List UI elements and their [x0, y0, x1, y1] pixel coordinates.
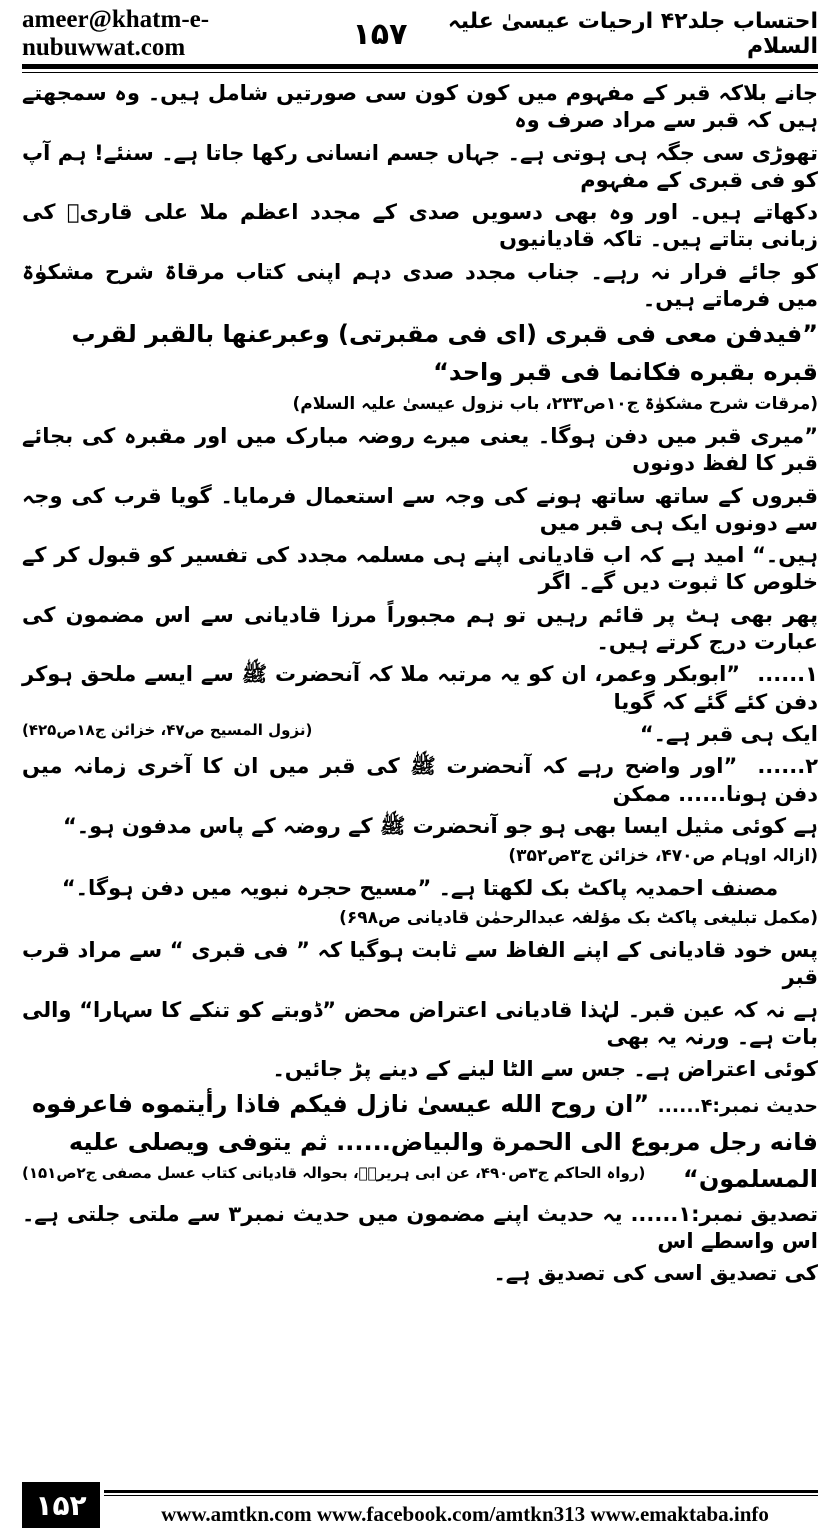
footer-page-number: ۱۵۲ [22, 1482, 100, 1528]
footer-rule-thin [104, 1495, 818, 1496]
item-number: ۲...... [757, 754, 819, 779]
header-rule-thick [22, 64, 818, 69]
tasdiq-text: یہ حدیث اپنے مضمون میں حدیث نمبر۳ سے ملتی جلتی ہے۔ اس واسطے اس [22, 1201, 818, 1253]
page-header [22, 6, 818, 61]
hadith-line: فانه رجل مربوع الی الحمرة والبیاض...... ثم یتوفی ویصلی علیه [68, 1127, 818, 1156]
header-page-number: ۱۵۷ [352, 16, 408, 52]
body-line: کی تصدیق اسی کی تصدیق ہے۔ [493, 1261, 818, 1286]
quote-item-2 [22, 753, 818, 808]
item-number: ۱...... [757, 662, 818, 687]
tasdiq-line [22, 1201, 818, 1256]
header-book-title: احتساب جلد۴۲ ارحیات عیسیٰ علیہ السلام [447, 9, 818, 59]
body-line: دکھاتے ہیں۔ اور وہ بھی دسویں صدی کے مجدد اعظم ملا علی قاریؒ کی زبانی بتاتے ہیں۔ تاکہ قادیانیوں [22, 200, 818, 252]
body-line: ہیں۔“ امید ہے کہ اب قادیانی اپنے ہی مسلمہ مجدد کی تفسیر کو قبول کر کے خلوص کا ثبوت دیں گے۔ اگر [22, 543, 818, 595]
page-body [22, 80, 818, 1293]
body-line: جانے بلاکہ قبر کے مفہوم میں کون کون سی صورتیں شامل ہیں۔ وہ سمجھتے ہیں کہ قبر سے مراد صرف وہ [22, 81, 818, 133]
item-text: ایک ہی قبر ہے۔“ [639, 721, 818, 746]
quote-item-1 [22, 661, 818, 716]
header-rule-thin [22, 72, 818, 73]
body-line: پس خود قادیانی کے اپنے الفاظ سے ثابت ہوگیا کہ ” فی قبری “ سے مراد قرب قبر [22, 938, 818, 990]
body-line: کو جائے فرار نہ رہے۔ جناب مجدد صدی دہم اپنی کتاب مرقاۃ شرح مشکوٰۃ میں فرماتے ہیں۔ [22, 259, 818, 312]
hadith-line [22, 1088, 818, 1120]
body-line: ”میری قبر میں دفن ہوگا۔ یعنی میرے روضہ مبارک میں اور مقبرہ کی بجائے قبر کا لفظ دونوں [22, 423, 818, 476]
hadith-text: المسلمون“ [683, 1165, 818, 1194]
body-line: کوئی اعتراض ہے۔ جس سے الٹا لینے کے دینے پڑ جائیں۔ [272, 1057, 818, 1082]
arabic-quote-line: قبره بقبره فکانما فی قبر واحد“ [433, 357, 818, 386]
item-text: ”اور واضح رہے کہ آنحضرت ﷺ کی قبر میں ان کا آخری زمانہ میں دفن ہونا...... ممکن [22, 754, 818, 806]
body-line: قبروں کے ساتھ ساتھ ہونے کی وجہ سے استعمال فرمایا۔ گویا قرب کی وجہ سے دونوں ایک ہی قبر میں [22, 483, 818, 535]
reference: (مرقات شرح مشکوٰۃ ج۱۰ص۲۳۳، باب نزول عیسیٰ علیہ السلام) [292, 394, 818, 415]
arabic-quote-line: ”فیدفن معی فی قبری (ای فی مقبرتی) وعبرعنها بالقبر لقرب [71, 320, 818, 349]
hadith-text: ”ان روح الله عیسیٰ نازل فیکم فاذا رأیتموه فاعرفوه [31, 1090, 650, 1119]
hadith-line [22, 1163, 818, 1195]
page-footer [22, 1482, 818, 1528]
quote-item-1-cont [22, 721, 818, 748]
reference: (ازالہ اوہام ص۴۷۰، خزائن ج۳ص۳۵۲) [508, 846, 818, 867]
reference: (مکمل تبلیغی پاکٹ بک مؤلفہ عبدالرحمٰن قادیانی ص۶۹۸) [339, 908, 818, 929]
body-line: مصنف احمدیہ پاکٹ بک لکھتا ہے۔ ”مسیح حجرہ نبویہ میں دفن ہوگا۔“ [61, 875, 779, 900]
header-email: ameer@khatm-e-nubuwwat.com [22, 6, 210, 61]
hadith-label: حدیث نمبر:۴...... [657, 1095, 818, 1118]
footer-urls: www.amtkn.com www.facebook.com/amtkn313 www.emaktaba.info [161, 1502, 769, 1526]
item-text: ”ابوبکر وعمر، ان کو یہ مرتبہ ملا کہ آنحضرت ﷺ سے ایسے ملحق ہوکر دفن کئے گئے کہ گویا [22, 662, 818, 714]
body-line: تھوڑی سی جگہ ہی ہوتی ہے۔ جہاں جسم انسانی رکھا جاتا ہے۔ سنئے! ہم آپ کو فی قبری کے مفہوم [22, 140, 818, 192]
reference: (رواہ الحاکم ج۳ص۴۹۰، عن ابی ہریرۃؓ، بحوالہ قادیانی کتاب عسل مصفی ج۲ص۱۵۱) [22, 1164, 646, 1183]
body-line: ہے نہ کہ عین قبر۔ لہٰذا قادیانی اعتراض محض ”ڈوبتے کو تنکے کا سہارا“ والی بات ہے۔ ورنہ یہ بھی [22, 997, 818, 1049]
footer-rule-thick [104, 1490, 818, 1493]
reference: (نزول المسیح ص۴۷، خزائن ج۱۸ص۴۲۵) [22, 720, 313, 739]
body-line: ہے کوئی مثیل ایسا بھی ہو جو آنحضرت ﷺ کے روضہ کے پاس مدفون ہو۔“ [63, 813, 818, 838]
header-left [22, 6, 407, 62]
body-line: پھر بھی ہٹ پر قائم رہیں تو ہم مجبوراً مرزا قادیانی سے اس مضمون کی عبارت درج کرتے ہیں۔ [22, 602, 818, 655]
tasdiq-label: تصدیق نمبر:۱...... [630, 1201, 818, 1226]
